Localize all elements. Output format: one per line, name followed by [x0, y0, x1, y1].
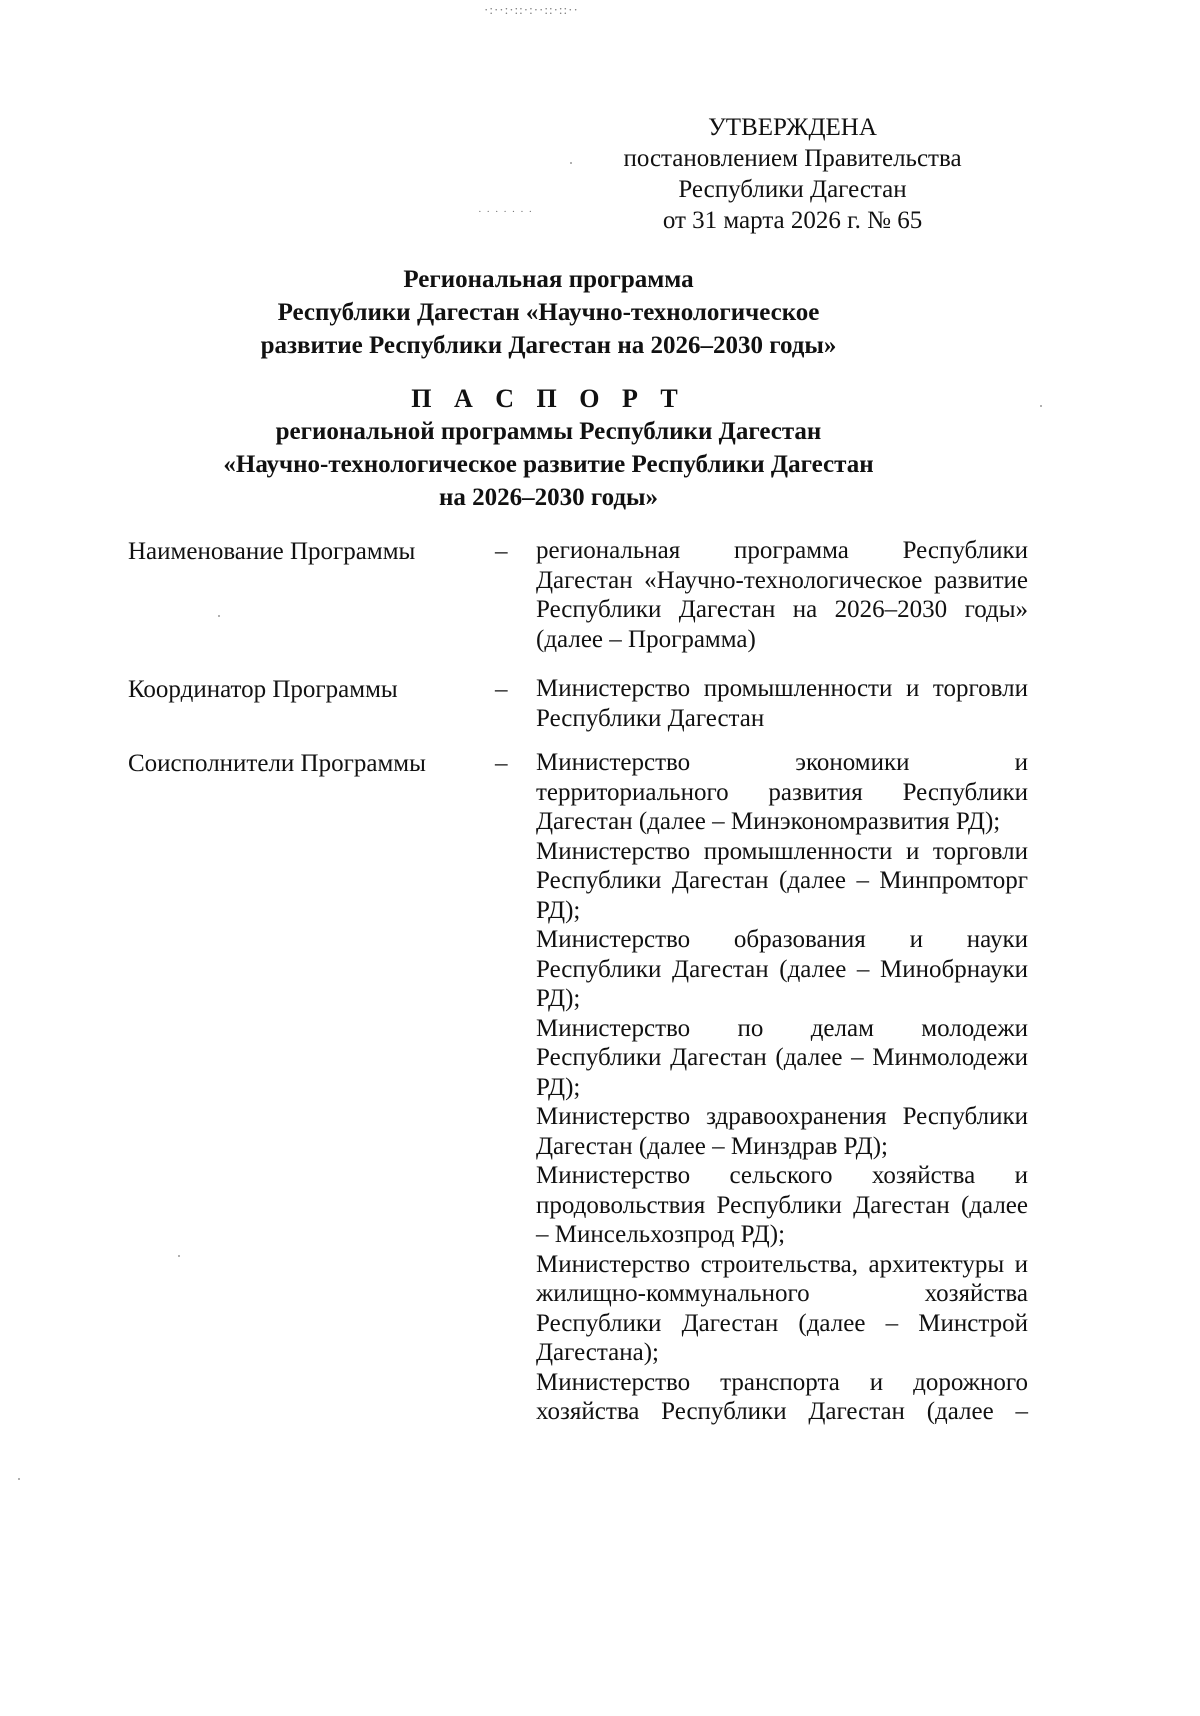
coexecutor-item: Министерство здравоохранения Республики Дагестан (далее – Минздрав РД);: [536, 1103, 1028, 1160]
row-dash: –: [495, 750, 508, 777]
row-label: Координатор Программы: [128, 676, 398, 703]
row-dash: –: [495, 538, 508, 565]
program-title-line: Региональная программа: [403, 266, 694, 293]
row-dash: –: [495, 676, 508, 703]
coexecutor-item: Министерство строительства, архитектуры и жилищно-коммунального хозяйства Республики Дагестан (далее – Минстрой Дагестана);: [536, 1250, 1028, 1366]
approval-date-number: от 31 марта 2026 г. № 65: [662, 207, 923, 234]
passport-title-line: «Научно-технологическое развитие Республики Дагестан: [223, 451, 874, 478]
row-value-list: [536, 748, 1028, 1427]
approval-status: УТВЕРЖДЕНА: [708, 114, 877, 141]
row-value-text: региональная программа Республики Дагестан «Научно-технологическое развитие Республики Дагестан на 2026–2030 годы» (далее – Программа): [536, 537, 1028, 653]
scan-dot: [218, 615, 220, 617]
program-title-line: Республики Дагестан «Научно-технологическое: [277, 299, 820, 326]
coexecutor-item: Министерство экономики и территориального развития Республики Дагестан (далее – Минэкономразвития РД);: [536, 749, 1028, 835]
scan-noise-top: ·:··:·::·:··::·::··: [484, 2, 579, 17]
scan-noise-middle: · · · · · · ·: [478, 206, 534, 218]
row-value: [536, 674, 1028, 733]
approval-block: [600, 112, 985, 236]
program-title-line: развитие Республики Дагестан на 2026–2030 годы»: [260, 332, 837, 359]
coexecutor-item: Министерство по делам молодежи Республики Дагестан (далее – Минмолодежи РД);: [536, 1014, 1028, 1101]
passport-title-line: на 2026–2030 годы»: [438, 484, 659, 511]
row-value: [536, 536, 1028, 654]
coexecutor-item: Министерство сельского хозяйства и продовольствия Республики Дагестан (далее – Минсельхозпрод РД);: [536, 1162, 1028, 1248]
passport-heading: П А С П О Р Т: [411, 384, 686, 413]
scan-dot: [18, 1478, 20, 1480]
coexecutor-item: Министерство образования и науки Республики Дагестан (далее – Минобрнауки РД);: [536, 926, 1028, 1012]
scan-dot: [178, 1255, 180, 1257]
coexecutor-item: Министерство промышленности и торговли Республики Дагестан (далее – Минпромторг РД);: [536, 837, 1028, 924]
row-value-text: Министерство промышленности и торговли Республики Дагестан: [536, 675, 1028, 732]
approval-region: Республики Дагестан: [678, 176, 907, 203]
approval-authority: постановлением Правительства: [623, 145, 962, 172]
passport-title-line: региональной программы Республики Дагестан: [275, 418, 822, 445]
passport-title: [0, 382, 1097, 514]
program-title: [0, 263, 1097, 362]
row-label: Соисполнители Программы: [128, 750, 426, 777]
scan-dot: [570, 162, 572, 164]
row-label: Наименование Программы: [128, 538, 416, 565]
coexecutor-item: Министерство транспорта и дорожного хозяйства Республики Дагестан (далее –: [536, 1368, 1028, 1425]
